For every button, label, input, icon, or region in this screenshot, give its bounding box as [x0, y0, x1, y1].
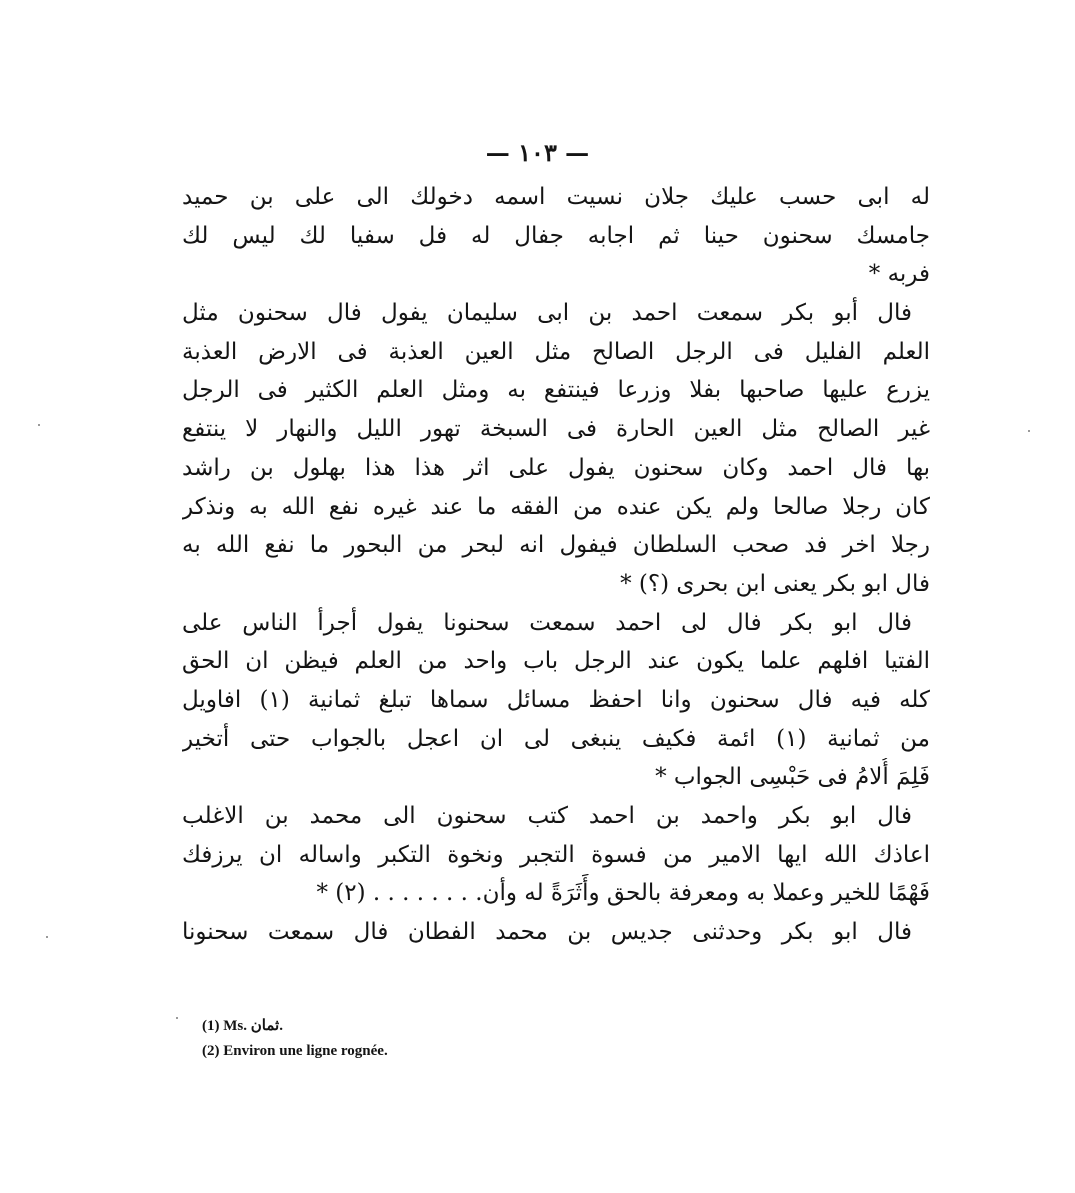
footnotes [202, 1013, 802, 1064]
text-line: الفتيا افلهم علما يكون عند الرجل باب واحد من العلم فيظن ان الحق [182, 648, 930, 675]
footnote-arabic-word: ثمان [250, 1016, 280, 1034]
text-line: فَلِمَ أُلامُ فى حَبْسِى الجواب * [655, 764, 930, 791]
footnote-marker: (2) [202, 1043, 220, 1059]
scan-speck [176, 1017, 178, 1019]
text-line: العلم الفليل فى الرجل الصالح مثل العين العذبة فى الارض العذبة [182, 338, 930, 365]
arabic-body-text [182, 178, 930, 952]
text-line: فال ابو بكر وحدثنى جديس بن محمد الفطان فال سمعت سحنونا [182, 919, 912, 946]
text-line: غير الصالح مثل العين الحارة فى السبخة تهور الليل والنهار لا ينتفع [182, 416, 930, 443]
footnote-text: Ms. [223, 1018, 247, 1034]
footnote [202, 1039, 802, 1064]
footnote [202, 1013, 802, 1039]
text-line: كله فيه فال سحنون وانا احفظ مسائل سماها تبلغ ثمانية (١) افاويل [182, 686, 930, 713]
text-line: اعاذك الله ايها الامير من فسوة التجبر ونخوة التكبر واساله ان يرزفك [182, 841, 930, 868]
text-line: يزرع عليها صاحبها بفلا وزرعا فينتفع به ومثل العلم الكثير فى الرجل [182, 377, 930, 404]
text-line: فال ابو بكر يعنى ابن بحرى (؟) * [620, 570, 930, 597]
text-line: جامسك سحنون حينا ثم اجابه جفال له فل سفيا لك ليس لك [182, 222, 930, 249]
text-line: بها فال احمد وكان سحنون يفول على اثر هذا هذا بهلول بن راشد [182, 454, 930, 481]
text-line: فال أبو بكر سمعت احمد بن ابى سليمان يفول فال سحنون مثل [182, 300, 912, 327]
scan-speck [38, 424, 40, 426]
text-line: فربه * [868, 261, 930, 288]
text-line: من ثمانية (١) ائمة فكيف ينبغى لى ان اعجل بالجواب حتى أتخير [182, 725, 930, 752]
text-line: له ابى حسب عليك جلان نسيت اسمه دخولك الى على بن حميد [182, 184, 930, 210]
text-line: رجلا اخر فد صحب السلطان فيفول انه لبحر من البحور ما نفع الله به [182, 532, 930, 559]
scan-speck [46, 936, 48, 938]
text-line: كان رجلا صالحا ولم يكن عنده من الفقه ما عند غيره نفع الله به ونذكر [182, 493, 930, 520]
footnote-punctuation: . [279, 1018, 283, 1034]
text-line: فَهْمًا للخير وعملا به ومعرفة بالحق وأَثَرَةً له وأن. . . . . . . . (٢) * [316, 880, 930, 907]
text-line: فال ابو بكر واحمد بن احمد كتب سحنون الى محمد بن الاغلب [182, 803, 912, 829]
page-number: — ١٠٣ — [485, 138, 590, 167]
text-line: فال ابو بكر فال لى احمد سمعت سحنونا يفول أجرأ الناس على [182, 609, 912, 636]
scan-speck [1028, 430, 1030, 432]
footnote-marker: (1) [202, 1018, 220, 1034]
footnote-text: Environ une ligne rognée. [223, 1043, 388, 1059]
